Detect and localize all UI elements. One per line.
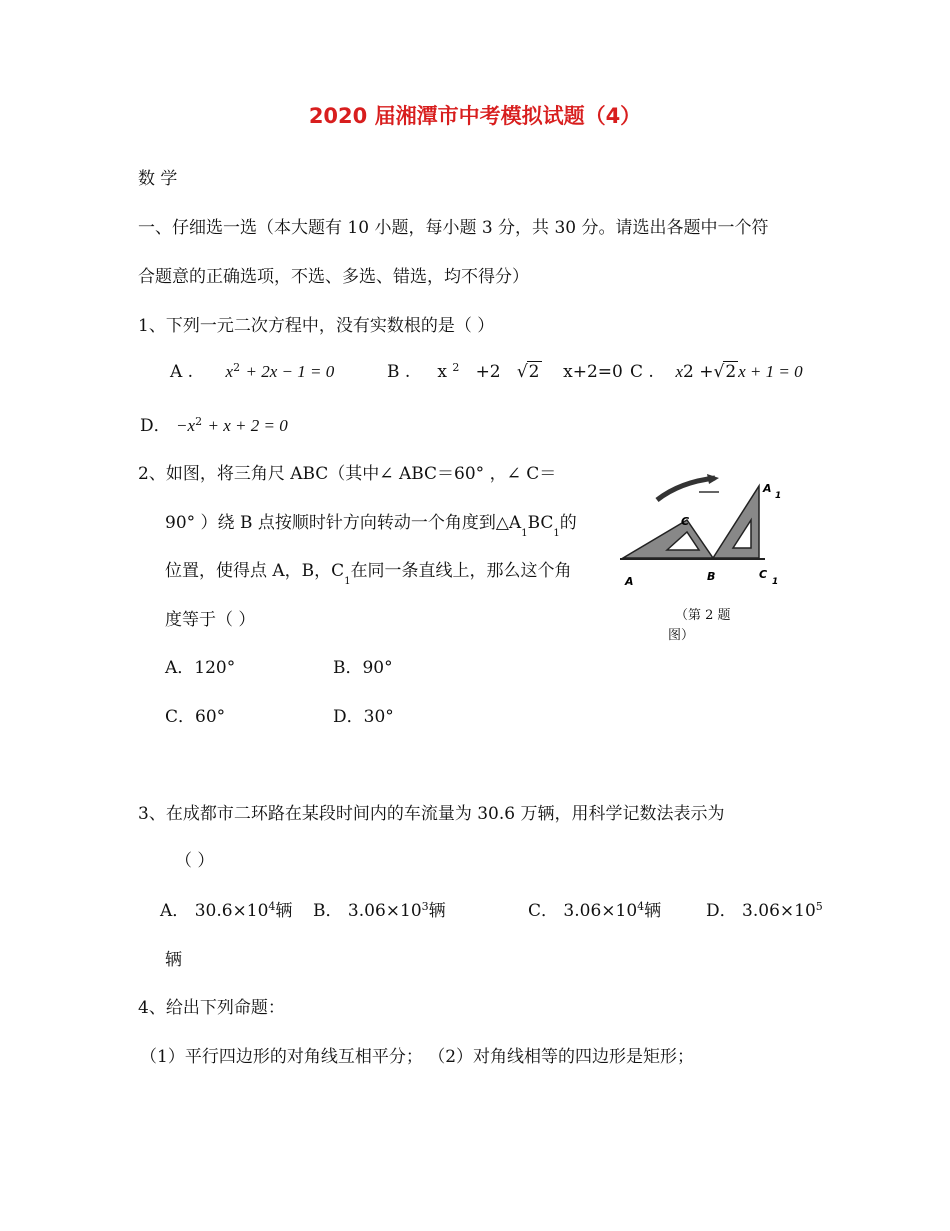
question-4-stem: 4、给出下列命题：	[138, 998, 285, 1018]
question-1-stem: 1、下列一元二次方程中，没有实数根的是（ ）	[138, 316, 495, 336]
question-2-line1: 2、如图，将三角尺 ABC（其中∠ ABC＝60° ，∠ C＝	[138, 464, 557, 484]
question-4-items: （1）平行四边形的对角线互相平分； （2）对角线相等的四边形是矩形；	[140, 1047, 695, 1067]
q1-option-d: D． $-x^2 + x + 2 = 0$	[140, 415, 288, 436]
question-2-line3: 位置，使得点 A，B，$C_1$在同一条直线上，那么这个角	[165, 561, 572, 587]
svg-text:C: C	[681, 515, 690, 528]
svg-text:1: 1	[772, 577, 779, 587]
svg-text:A: A	[763, 482, 772, 495]
q1-option-c: C . x2 +√2 x + 1 = 0	[630, 362, 803, 382]
question-2-line2: 90° ）绕 B 点按顺时针方向转动一个角度到$\triangle A_1BC_1$的	[165, 513, 577, 539]
svg-text:1: 1	[775, 491, 782, 501]
rotation-arrow-icon	[657, 478, 715, 500]
figure-caption-line1: （第 2 题	[675, 608, 731, 623]
q2-option-c: C．60°	[165, 707, 226, 727]
svg-text:A: A	[625, 575, 634, 588]
question-2-line4: 度等于（ ）	[165, 610, 256, 630]
triangle-rotation-figure	[615, 470, 800, 595]
question-3-paren: （ ）	[175, 851, 215, 871]
section-instruction-line1: 一、仔细选一选（本大题有 10 小题，每小题 3 分，共 30 分。请选出各题中一个符	[138, 218, 769, 238]
q3-option-c: C． $3.06\times 10^4$辆	[528, 900, 662, 921]
q3-option-a: A． $30.6\times 10^4$辆	[160, 900, 293, 921]
svg-text:B: B	[707, 570, 716, 583]
q1-option-a: A . $x^2 + 2x - 1 = 0$	[170, 361, 335, 382]
q2-option-d: D．30°	[333, 707, 394, 727]
q2-option-a: A．120°	[165, 658, 236, 678]
q3-option-d: D． $3.06\times 10^5$	[706, 900, 823, 921]
q1-option-b: B . x $^2$ +2 √2 x+2=0	[387, 361, 623, 382]
subject-label: 数 学	[138, 169, 178, 189]
q3-option-d-unit: 辆	[165, 950, 182, 970]
figure-caption-line2: 图）	[668, 628, 695, 643]
q3-option-b: B． $3.06\times 10^3$辆	[313, 900, 446, 921]
exam-title: 2020 届湘潭市中考模拟试题（4）	[308, 104, 642, 128]
original-triangle	[623, 520, 713, 558]
section-instruction-line2: 合题意的正确选项，不选、多选、错选，均不得分）	[138, 267, 529, 287]
svg-text:C: C	[759, 568, 768, 581]
q2-option-b: B．90°	[333, 658, 393, 678]
question-3-stem: 3、在成都市二环路在某段时间内的车流量为 30.6 万辆，用科学记数法表示为	[138, 804, 725, 824]
